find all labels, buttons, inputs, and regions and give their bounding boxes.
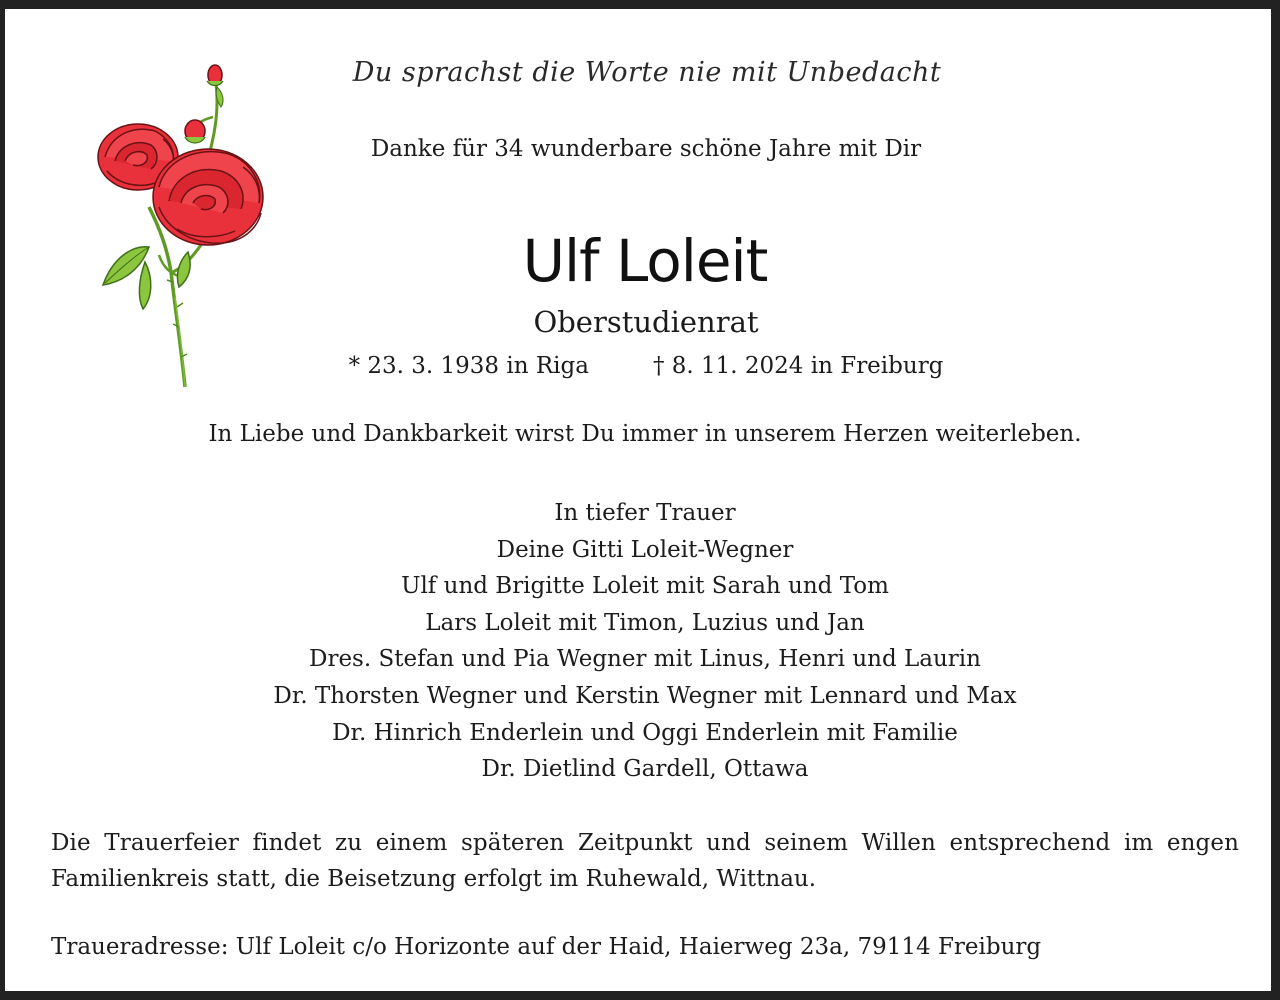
deceased-name: Ulf Loleit [522, 227, 768, 295]
mourning-address: Traueradresse: Ulf Loleit c/o Horizonte auf der Haid, Haierweg 23a, 79114 Freiburg [51, 934, 1042, 960]
mourner-line: Lars Loleit mit Timon, Luzius und Jan [425, 609, 865, 636]
mourner-line: Dr. Hinrich Enderlein und Oggi Enderlein mit Familie [332, 719, 958, 746]
mourner-line: Deine Gitti Loleit-Wegner [496, 536, 794, 563]
mourner-line: Ulf und Brigitte Loleit mit Sarah und Tom [401, 573, 889, 600]
remembrance-line: In Liebe und Dankbarkeit wirst Du immer in unserem Herzen weiterleben. [208, 421, 1082, 447]
mourner-line: Dr. Dietlind Gardell, Ottawa [481, 756, 809, 783]
life-dates [5, 353, 1280, 379]
birth-date: * 23. 3. 1938 in Riga [348, 353, 589, 379]
mourner-line: In tiefer Trauer [554, 500, 736, 526]
funeral-line: Familienkreis statt, die Beisetzung erfolgt im Ruhewald, Wittnau. [51, 866, 817, 892]
funeral-notice [51, 825, 1239, 897]
death-date: † 8. 11. 2024 in Freiburg [652, 353, 944, 379]
motto-line: Du sprachst die Worte nie mit Unbedacht [352, 57, 942, 88]
thanks-line: Danke für 34 wunderbare schöne Jahre mit Dir [370, 136, 922, 162]
funeral-line: Die Trauerfeier findet zu einem späteren Zeitpunkt und seinem Willen entsprechend im engen [51, 830, 1239, 856]
mourner-line: Dr. Thorsten Wegner und Kerstin Wegner mit Lennard und Max [273, 682, 1017, 709]
mourners-list [5, 495, 1280, 788]
deceased-title: Oberstudienrat [533, 305, 759, 339]
mourner-line: Dres. Stefan und Pia Wegner mit Linus, Henri und Laurin [309, 646, 981, 673]
